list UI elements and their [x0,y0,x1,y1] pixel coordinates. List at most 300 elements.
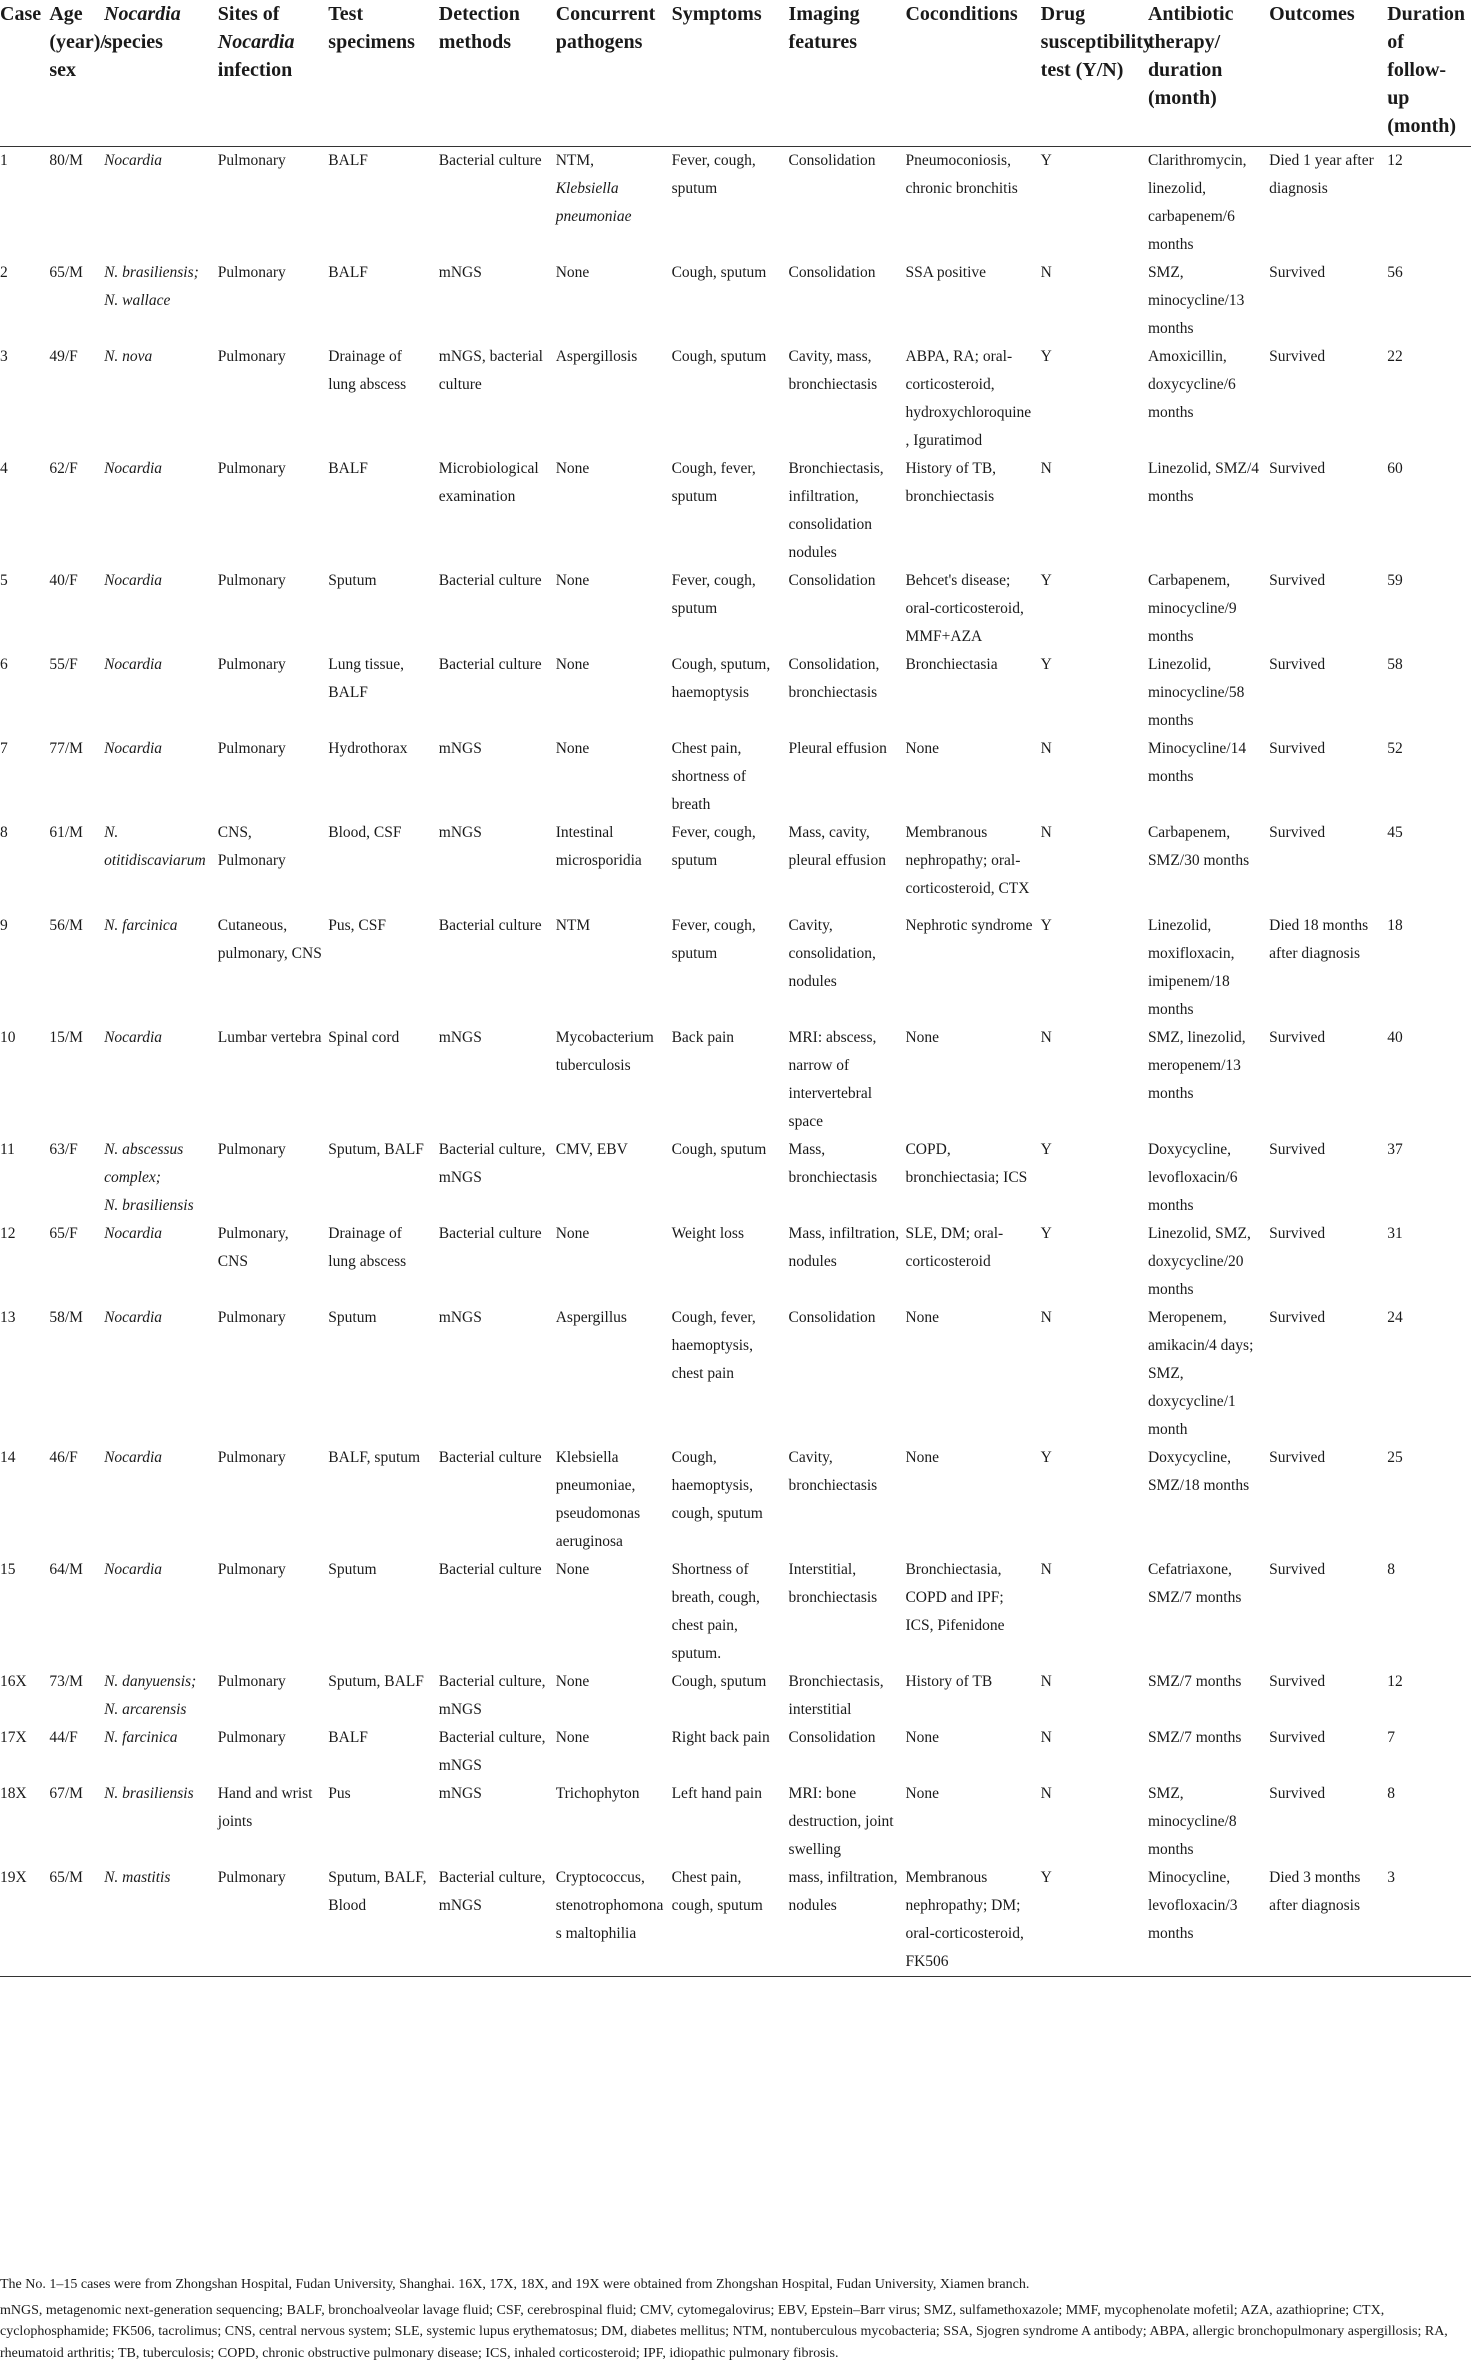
cell-age-sex: 56/M [49,917,83,934]
cell-symptoms: Fever, cough, sputum [671,824,756,869]
cell-symptoms: Cough, sputum [671,1673,767,1690]
cell-age-sex: 58/M [49,1309,83,1326]
column-header-sites [218,0,329,147]
cell-text: N. abscessus complex; [104,1141,184,1186]
cell-case: 17X [0,1729,27,1746]
cell-imaging: mass, infiltration, nodules [789,1864,906,1977]
cell-therapy: Carbapenem, SMZ/30 months [1147,824,1250,869]
cell-therapy: Cefatriaxone, SMZ/7 months [1147,1561,1242,1606]
cell-pathogens: CMV, EBV [555,1141,628,1158]
cell-symptoms: Cough, sputum, haemoptysis [671,656,771,701]
cell-case: 9 [0,917,8,934]
cell-imaging: Mass, cavity, pleural effusion [788,824,886,869]
cell-case: 6 [0,656,8,673]
cell-age-sex: 65/M [49,264,83,281]
cell-outcomes: Survived [1269,572,1326,589]
header-text: susceptibility [1040,31,1153,53]
cell-therapy: Linezolid, moxifloxacin, imipenem/18 months [1147,917,1235,1018]
header-text: methods [438,31,512,53]
cell-pathogens: Aspergillosis [555,348,638,365]
cell-specimens: BALF [328,460,368,477]
cell-specimens: Lung tissue, BALF [328,656,405,701]
cell-detection: Bacterial culture, mNGS [438,1729,546,1774]
cell-case: 7 [0,740,8,757]
cell-outcomes: Survived [1269,460,1326,477]
cell-species: Nocardia [104,152,163,169]
cell-imaging: Consolidation [788,264,876,281]
cell-case: 3 [0,348,8,365]
table-row [0,1220,1471,1304]
cell-therapy: SMZ, linezolid, meropenem/13 months [1147,1029,1246,1102]
cell-age-sex: 15/M [49,1029,83,1046]
header-text: therapy/ [1147,31,1221,53]
column-header-symptoms [672,0,789,147]
cell-detection: Bacterial culture, mNGS [438,1141,546,1186]
cell-case: 16X [0,1673,27,1690]
cell-specimens: BALF [328,1729,368,1746]
cell-followup: 40 [1387,1029,1403,1046]
table-row [0,1668,1471,1724]
cell-followup: 7 [1387,1729,1395,1746]
cell-followup: 45 [1387,824,1403,841]
footnote-source: The No. 1–15 cases were from Zhongshan Hospital, Fudan University, Shanghai. 16X, 17X, 18X, and 19X were obtained from Zhongshan Hospital, Fudan University, Xiamen branch. [0,2277,1030,2292]
table-footnotes [0,2274,1466,2364]
cell-text: N. brasiliensis; [104,264,199,281]
cell-therapy: SMZ/7 months [1147,1729,1242,1746]
cell-outcomes: Survived [1269,1309,1326,1326]
cell-detection: Bacterial culture, mNGS [438,1673,546,1718]
column-header-detection [439,0,556,147]
cell-species [104,1668,218,1724]
cell-sites: Pulmonary [217,460,286,477]
cell-imaging: MRI: abscess, narrow of intervertebral space [788,1029,877,1130]
cell-coconditions: ABPA, RA; oral-corticosteroid, hydroxychloroquine, Iguratimod [905,348,1032,449]
cell-symptoms: Fever, cough, sputum [671,572,756,617]
cell-text: NTM, [555,152,595,169]
header-text: Sites of [217,3,280,25]
cell-pathogens: Intestinal microsporidia [555,824,642,869]
cell-detection: mNGS [438,740,482,757]
cell-detection: Bacterial culture [438,1561,542,1578]
cell-sites: CNS, Pulmonary [217,824,286,869]
cell-age-sex: 44/F [49,1729,78,1746]
cell-pathogens: None [555,1561,590,1578]
cell-case: 12 [0,1225,16,1242]
cell-coconditions: SSA positive [905,264,987,281]
cell-sites: Lumbar vertebra [217,1029,322,1046]
cell-followup: 12 [1387,152,1403,169]
cell-pathogens: None [555,460,590,477]
cell-coconditions: Bronchiectasia, COPD and IPF; ICS, Pifenidone [905,1561,1005,1634]
cell-therapy: Doxycycline, SMZ/18 months [1147,1449,1250,1494]
cell-coconditions: None [905,1729,940,1746]
column-header-therapy [1148,0,1269,147]
cell-case: 2 [0,264,8,281]
cell-followup: 52 [1387,740,1403,757]
cell-symptoms: Fever, cough, sputum [671,917,756,962]
cell-coconditions: History of TB, bronchiectasis [905,460,997,505]
table-row [0,1444,1471,1556]
table-header [0,0,1471,147]
cell-drug-test: N [1040,1309,1052,1326]
cell-detection: Bacterial culture [438,1449,542,1466]
cell-pathogens: NTM [555,917,591,934]
cell-followup: 56 [1387,264,1403,281]
cell-case: 18X [0,1785,27,1802]
header-text: Nocardia [104,3,181,25]
table-row [0,259,1471,343]
header-text: Age [49,3,83,25]
cell-case: 10 [0,1029,16,1046]
column-header-case [0,0,49,147]
cell-detection: mNGS [438,824,482,841]
cell-text: Klebsiella pneumoniae [555,180,632,225]
cell-symptoms: Fever, cough, sputum [671,152,756,197]
header-text: test (Y/N) [1040,59,1124,81]
cell-drug-test: N [1040,1729,1052,1746]
header-text: (month) [1147,87,1217,109]
header-text: of [1387,31,1404,53]
cell-species: Nocardia [104,572,163,589]
cell-coconditions: History of TB [905,1673,993,1690]
footnote-abbreviations: mNGS, metagenomic next-generation sequencing; BALF, bronchoalveolar lavage fluid; CSF, cerebrospinal fluid; CMV, cytomegalovirus; EBV, Epstein–Barr virus; SMZ, sulfamethoxazole; MMF, mycophenolate mofetil; AZA, azathioprine; CTX, cyclophosphamide; FK506, tacrolimus; CNS, central nervous system; SLE, systemic lupus erythematosus; DM, diabetes mellitus; NTM, nontuberculous mycobacteria; SSA, Sjogren syndrome A antibody; ABPA, allergic bronchopulmonary aspergillosis; RA, rheumatoid arthritis; TB, tuberculosis; COPD, chronic obstructive pulmonary disease; ICS, inhaled corticosteroid; IPF, idiopathic pulmonary fibrosis. [0,2302,1448,2361]
cell-detection: Bacterial culture [438,917,542,934]
cell-imaging: Mass, bronchiectasis [788,1141,878,1186]
cell-pathogens: None [555,1225,590,1242]
cell-coconditions: None [905,1449,940,1466]
header-text: Test [328,3,364,25]
cell-case: 1 [0,152,8,169]
header-row [0,0,1471,147]
cell-imaging: Interstitial, bronchiectasis [788,1561,878,1606]
cell-imaging: MRI: bone destruction, joint swelling [788,1785,894,1858]
table-row [0,1136,1471,1220]
cell-imaging: Consolidation, bronchiectasis [788,656,880,701]
cell-therapy: Clarithromycin, linezolid, carbapenem/6 months [1147,152,1247,253]
cell-species: Nocardia [104,1309,163,1326]
table-row [0,1304,1471,1444]
cell-detection: Bacterial culture [438,572,542,589]
cell-drug-test: Y [1040,348,1052,365]
cell-age-sex: 61/M [49,824,83,841]
table-row [0,912,1471,1024]
table-row [0,455,1471,567]
header-text: Detection [438,3,520,25]
cell-sites: Pulmonary [217,152,286,169]
cell-outcomes: Survived [1269,1029,1326,1046]
cell-symptoms: Chest pain, shortness of breath [671,740,747,813]
cell-detection: Bacterial culture, mNGS [439,1864,556,1977]
cell-age-sex: 67/M [49,1785,83,1802]
cell-followup: 18 [1387,917,1403,934]
cell-outcomes: Survived [1269,824,1326,841]
cell-coconditions: Pneumoconiosis, chronic bronchitis [905,152,1018,197]
cell-detection: mNGS [438,1029,482,1046]
cell-coconditions: Membranous nephropathy; oral-corticosteroid, CTX [905,824,1030,897]
cell-therapy: Amoxicillin, doxycycline/6 months [1147,348,1236,421]
cell-specimens: Hydrothorax [328,740,408,757]
cell-outcomes: Survived [1269,1225,1326,1242]
cell-pathogens: Cryptococcus, stenotrophomonas maltophilia [556,1864,672,1977]
cell-outcomes: Survived [1269,740,1326,757]
cell-species [104,259,218,343]
cell-drug-test: Y [1040,572,1052,589]
column-header-age-sex [49,0,104,147]
table-row [0,735,1471,819]
header-text: Symptoms [671,3,762,25]
cell-followup: 3 [1387,1864,1471,1977]
cell-imaging: Pleural effusion [788,740,887,757]
cell-case: 13 [0,1309,16,1326]
cell-coconditions: None [905,1785,940,1802]
cell-detection: Bacterial culture [438,1225,542,1242]
header-text: (month) [1387,115,1457,137]
cell-drug-test: Y [1040,1141,1052,1158]
cell-case: 8 [0,824,8,841]
header-text: (year)/ [49,31,106,53]
cell-age-sex: 46/F [49,1449,78,1466]
cell-followup: 12 [1387,1673,1403,1690]
cell-coconditions: SLE, DM; oral-corticosteroid [905,1225,1004,1270]
cell-species: N. nova [104,348,153,365]
cell-pathogens: Aspergillus [555,1309,627,1326]
cell-followup: 60 [1387,460,1403,477]
cell-species: N. otitidiscaviarum [104,824,206,869]
cell-therapy: Linezolid, minocycline/58 months [1147,656,1245,729]
cell-outcomes: Survived [1269,656,1326,673]
cell-coconditions: None [905,1029,940,1046]
cell-case: 19X [0,1864,49,1977]
cell-imaging: Consolidation [788,572,876,589]
cell-drug-test: N [1040,460,1052,477]
cell-followup: 8 [1387,1785,1395,1802]
cell-coconditions: Nephrotic syndrome [905,917,1033,934]
cell-symptoms: Right back pain [671,1729,770,1746]
cell-sites: Pulmonary [217,1141,286,1158]
cell-therapy: Meropenem, amikacin/4 days; SMZ, doxycycline/1 month [1147,1309,1254,1438]
cell-therapy: SMZ/7 months [1147,1673,1242,1690]
cell-imaging: Consolidation [788,1309,876,1326]
cell-symptoms: Cough, sputum [671,1141,767,1158]
cell-followup: 8 [1387,1561,1395,1578]
cell-detection: Bacterial culture [438,656,542,673]
cell-sites: Pulmonary [217,264,286,281]
cell-specimens: Sputum [328,572,377,589]
header-text: specimens [328,31,415,53]
cell-sites: Pulmonary [217,1449,286,1466]
cell-specimens: Pus, CSF [328,917,387,934]
cell-pathogens: None [555,1729,590,1746]
cell-sites: Hand and wrist joints [217,1785,313,1830]
column-header-followup [1387,0,1471,147]
header-text: Coconditions [905,3,1018,25]
cell-specimens: Sputum [328,1561,377,1578]
cell-coconditions: None [905,740,940,757]
cell-text: N. danyuensis; [104,1673,197,1690]
table-row [0,1556,1471,1668]
cell-imaging: Consolidation [788,1729,876,1746]
cell-species: Nocardia [104,740,163,757]
cell-coconditions: Bronchiectasia [905,656,998,673]
cell-species: N. brasiliensis [104,1785,194,1802]
cell-age-sex: 80/M [49,152,83,169]
header-text: Case [0,3,42,25]
cell-symptoms: Cough, fever, haemoptysis, chest pain [671,1309,756,1382]
cell-imaging: Cavity, mass, bronchiectasis [788,348,878,393]
cell-text: N. arcarensis [104,1701,187,1718]
cell-coconditions: None [905,1309,940,1326]
cell-species: N. farcinica [104,1729,178,1746]
table-row [0,147,1471,260]
cell-specimens: BALF [328,152,368,169]
cell-age-sex: 73/M [49,1673,83,1690]
column-header-drug-test [1040,0,1153,147]
header-text: species [104,31,163,53]
cell-therapy: Minocycline/14 months [1147,740,1247,785]
cell-drug-test: N [1040,264,1052,281]
cell-detection: mNGS [438,264,482,281]
cell-age-sex: 64/M [49,1561,83,1578]
header-text: Outcomes [1269,3,1355,25]
cell-drug-test: Y [1040,656,1052,673]
cell-case: 11 [0,1141,15,1158]
cell-pathogens: Mycobacterium tuberculosis [555,1029,654,1074]
header-text: Imaging [788,3,860,25]
column-header-species [104,0,218,147]
cell-specimens: BALF [328,264,368,281]
cell-age-sex: 63/F [49,1141,78,1158]
cell-symptoms: Cough, haemoptysis, cough, sputum [671,1449,763,1522]
cell-drug-test: Y [1041,1864,1148,1977]
cell-age-sex: 65/F [49,1225,78,1242]
cell-symptoms: Cough, sputum [671,264,767,281]
cell-sites: Cutaneous, pulmonary, CNS [217,917,322,962]
table-row [0,651,1471,735]
column-header-coconditions [905,0,1040,147]
cell-species: Nocardia [104,1561,163,1578]
cell-specimens: Sputum, BALF, Blood [328,1864,439,1977]
cell-therapy: SMZ, minocycline/8 months [1147,1785,1237,1858]
cell-specimens: Spinal cord [328,1029,400,1046]
cell-sites: Pulmonary [217,1673,286,1690]
cell-drug-test: Y [1040,917,1052,934]
cell-symptoms: Back pain [671,1029,735,1046]
cell-outcomes: Survived [1269,348,1326,365]
cell-drug-test: N [1040,1561,1052,1578]
cell-sites: Pulmonary, CNS [217,1225,289,1270]
header-text: Antibiotic [1147,3,1234,25]
cell-sites: Pulmonary [217,740,286,757]
cell-outcomes: Survived [1269,1785,1326,1802]
cell-sites: Pulmonary [217,1729,286,1746]
header-text: pathogens [555,31,643,53]
cell-symptoms: Shortness of breath, cough, chest pain, sputum. [671,1561,760,1662]
table-row [0,1780,1471,1864]
cell-pathogens [556,147,672,260]
cell-outcomes: Survived [1269,1561,1326,1578]
cell-symptoms: Cough, fever, sputum [671,460,756,505]
cell-drug-test: N [1040,1029,1052,1046]
cell-age-sex: 65/M [49,1864,104,1977]
cell-pathogens: None [555,264,590,281]
header-text: follow-up [1387,59,1447,109]
cell-sites: Pulmonary [217,572,286,589]
cell-specimens: Drainage of lung abscess [328,348,407,393]
cell-drug-test: Y [1040,1449,1052,1466]
cell-followup: 22 [1387,348,1403,365]
cell-imaging: Consolidation [788,152,876,169]
table-row [0,1024,1471,1136]
cell-specimens: Sputum, BALF [328,1141,424,1158]
cell-detection: Bacterial culture [438,152,542,169]
cell-pathogens: None [555,1673,590,1690]
table-row [0,1864,1471,1977]
header-text: infection [217,59,293,81]
column-header-imaging [789,0,906,147]
cell-text: N. wallace [104,292,171,309]
cell-therapy: Linezolid, SMZ/4 months [1147,460,1260,505]
cell-symptoms: Left hand pain [671,1785,762,1802]
cell-imaging: Bronchiectasis, infiltration, consolidation nodules [788,460,884,561]
cell-imaging: Bronchiectasis, interstitial [788,1673,884,1718]
cell-detection: mNGS [438,1309,482,1326]
cell-coconditions: Behcet's disease; oral-corticosteroid, MMF+AZA [905,572,1024,645]
cell-followup: 25 [1387,1449,1403,1466]
cell-age-sex: 62/F [49,460,78,477]
table-row [0,567,1471,651]
table-body [0,147,1471,1977]
cell-sites: Pulmonary [217,348,286,365]
cell-case: 14 [0,1449,16,1466]
cell-pathogens: None [555,656,590,673]
cell-age-sex: 55/F [49,656,78,673]
cell-therapy: Carbapenem, minocycline/9 months [1147,572,1237,645]
cell-drug-test: Y [1040,152,1052,169]
cell-pathogens: Klebsiella pneumoniae, pseudomonas aeruginosa [555,1449,641,1550]
cell-coconditions: COPD, bronchiectasia; ICS [905,1141,1028,1186]
cell-sites: Pulmonary [217,1561,286,1578]
cell-age-sex: 40/F [49,572,78,589]
cell-drug-test: Y [1040,1225,1052,1242]
cell-detection: Microbiological examination [438,460,539,505]
cell-outcomes: Survived [1269,1141,1326,1158]
cell-sites: Pulmonary [217,656,286,673]
cell-drug-test: N [1040,824,1052,841]
cell-outcomes: Survived [1269,264,1326,281]
cell-species: N. mastitis [104,1864,218,1977]
column-header-specimens [328,0,439,147]
cell-detection: mNGS, bacterial culture [438,348,543,393]
header-text: Duration [1387,3,1465,25]
cell-species: Nocardia [104,1029,163,1046]
cell-followup: 24 [1387,1309,1403,1326]
header-text: Nocardia [217,31,295,53]
cell-outcomes: Survived [1269,1673,1326,1690]
cell-pathogens: None [555,740,590,757]
cell-drug-test: N [1040,740,1052,757]
cell-outcomes: Survived [1269,1729,1326,1746]
cell-imaging: Cavity, bronchiectasis [788,1449,878,1494]
cell-species: N. farcinica [104,917,178,934]
table-row [0,819,1471,912]
cell-symptoms: Cough, sputum [671,348,767,365]
cell-species [104,1136,218,1220]
cell-age-sex: 77/M [49,740,83,757]
cell-specimens: Pus [328,1785,351,1802]
cell-drug-test: N [1040,1785,1052,1802]
cell-drug-test: N [1040,1673,1052,1690]
cell-outcomes: Died 1 year after diagnosis [1269,152,1374,197]
